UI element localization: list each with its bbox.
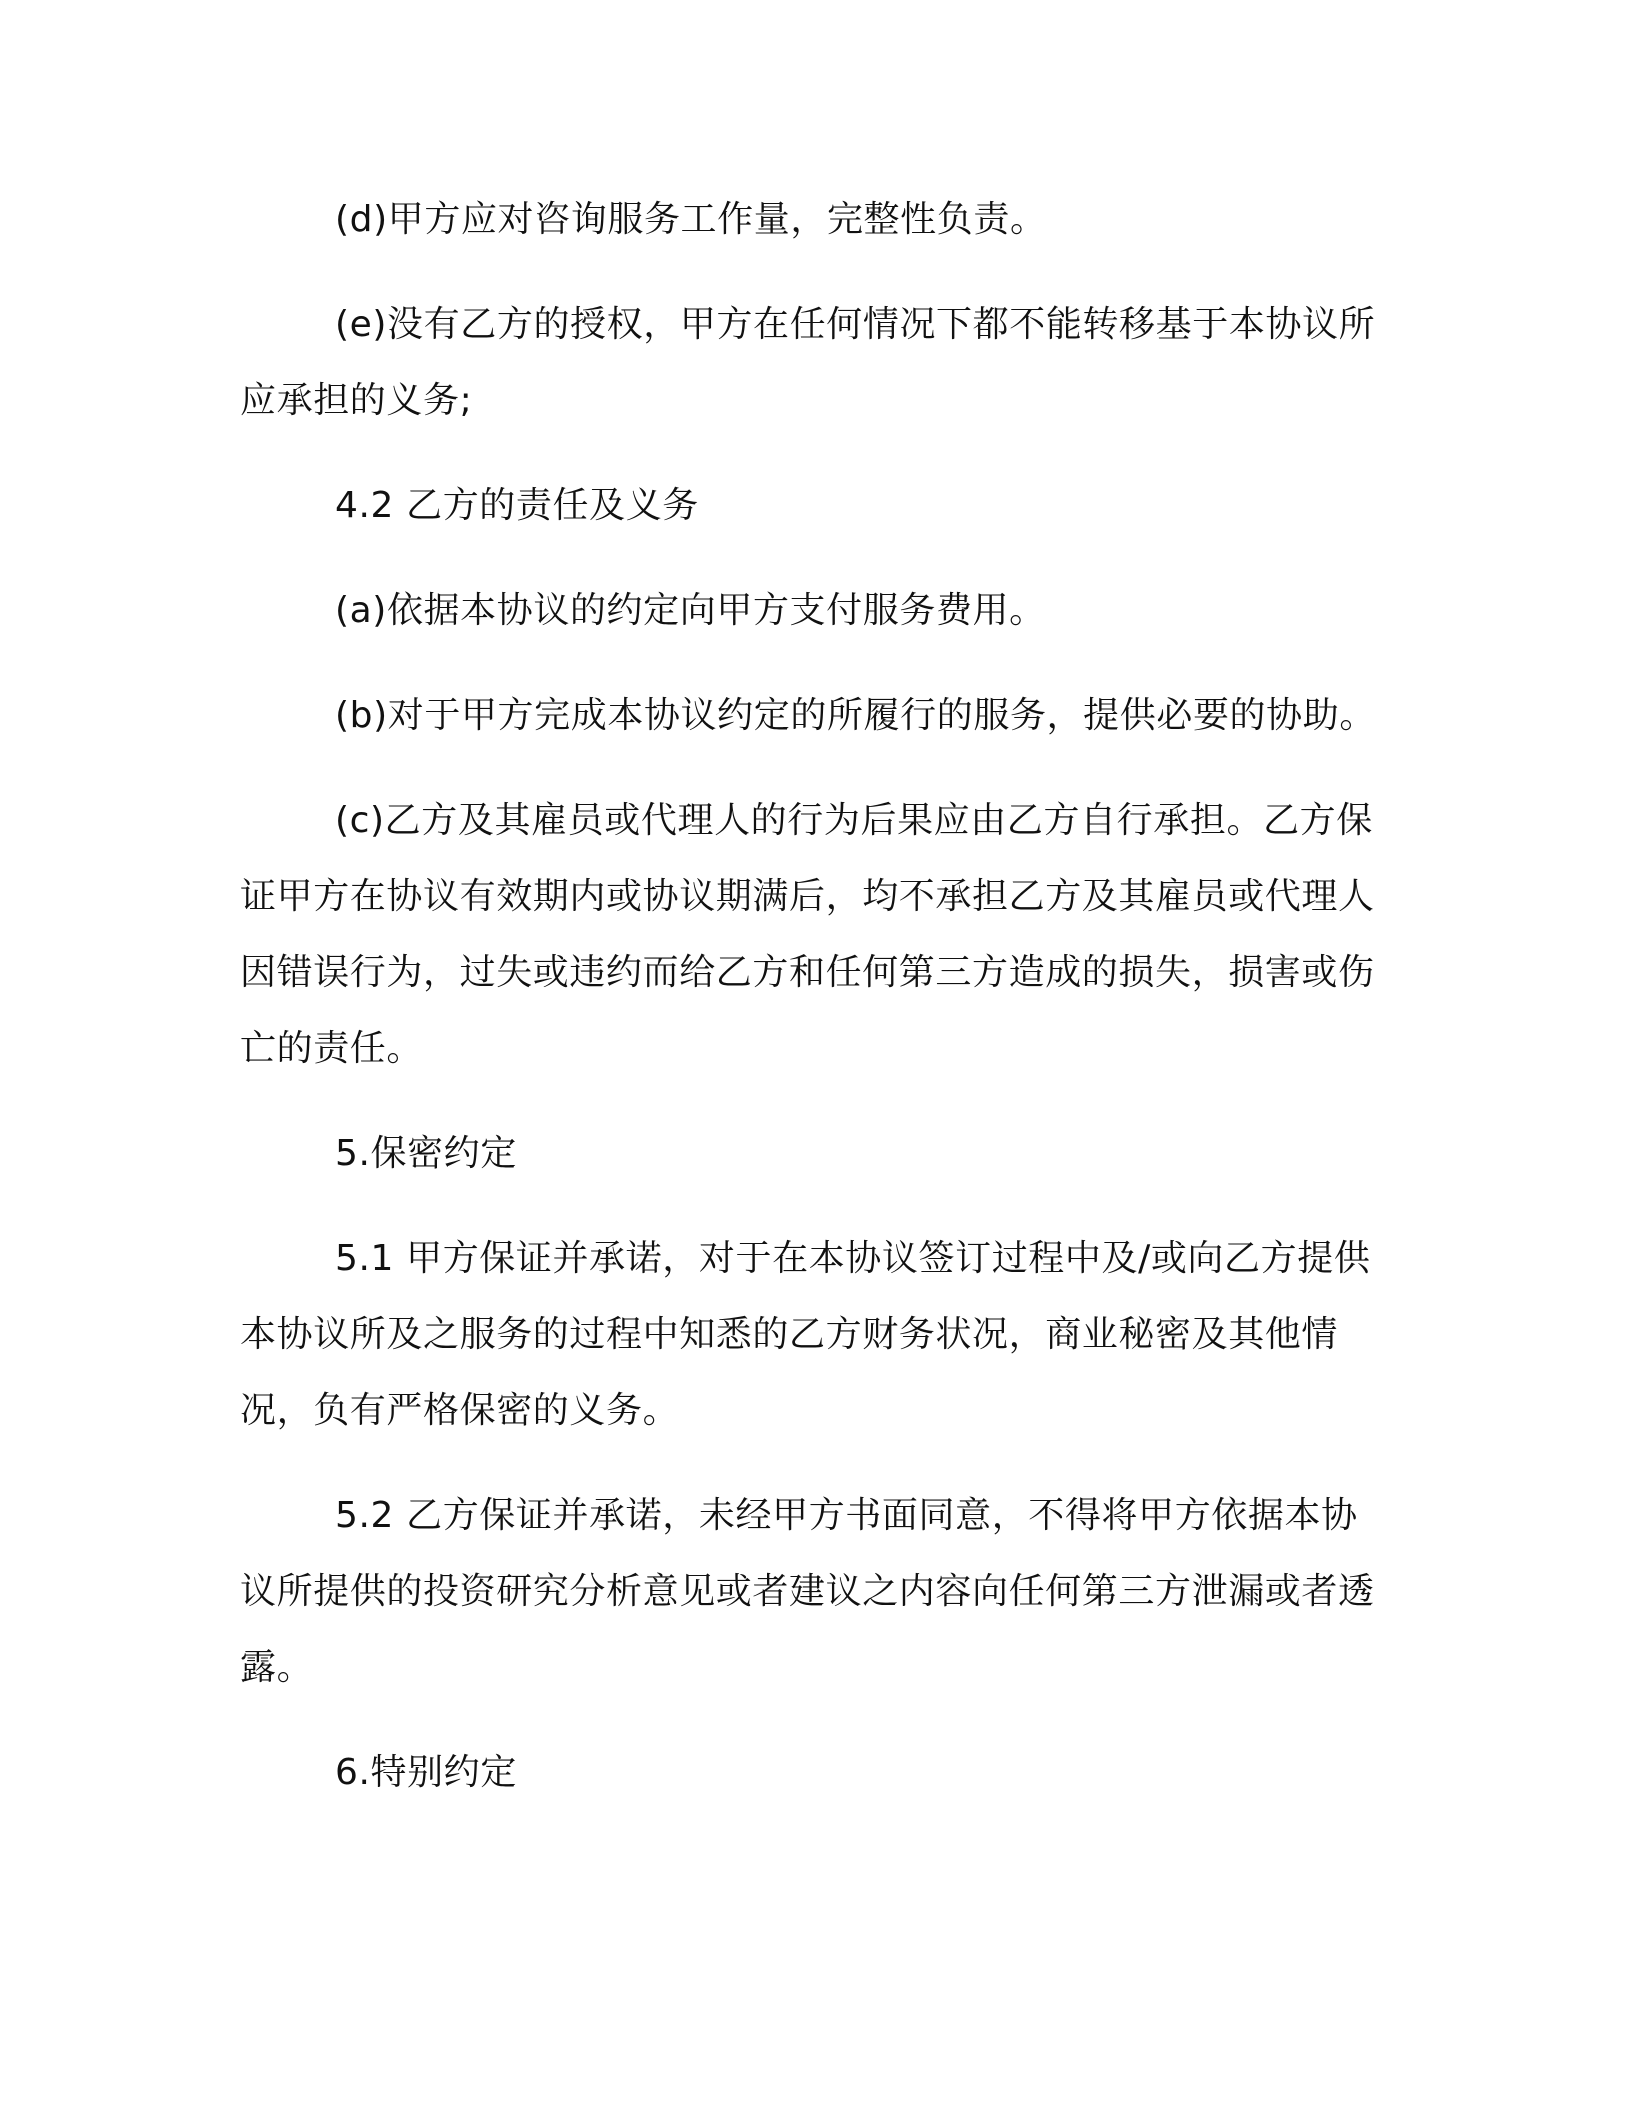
- clause-4-2-b: (b)对于甲方完成本协议约定的所履行的服务，提供必要的协助。: [335, 695, 1376, 736]
- clause-5-1: 5.1 甲方保证并承诺，对于在本协议签订过程中及/或向乙方提供本协议所及之服务的过程中知悉的乙方财务状况，商业秘密及其他情况，负有严格保密的义务。: [240, 1238, 1371, 1431]
- clause-4-2-c: (c)乙方及其雇员或代理人的行为后果应由乙方自行承担。乙方保证甲方在协议有效期内或协议期满后，均不承担乙方及其雇员或代理人因错误行为，过失或违约而给乙方和任何第三方造成的损失，损害或伤亡的责任。: [240, 800, 1375, 1069]
- clause-4-2-a: (a)依据本协议的约定向甲方支付服务费用。: [335, 590, 1046, 631]
- section-5-heading: 5.保密约定: [335, 1133, 517, 1174]
- clause-3-1-d: (d)甲方应对咨询服务工作量，完整性负责。: [335, 199, 1047, 240]
- section-4-2-heading: 4.2 乙方的责任及义务: [335, 485, 699, 526]
- section-6-heading: 6.特别约定: [335, 1752, 517, 1793]
- clause-3-1-e: (e)没有乙方的授权，甲方在任何情况下都不能转移基于本协议所应承担的义务;: [240, 304, 1376, 421]
- clause-5-2: 5.2 乙方保证并承诺，未经甲方书面同意，不得将甲方依据本协议所提供的投资研究分析意见或者建议之内容向任何第三方泄漏或者透露。: [240, 1495, 1375, 1688]
- document-body: [240, 182, 1390, 1840]
